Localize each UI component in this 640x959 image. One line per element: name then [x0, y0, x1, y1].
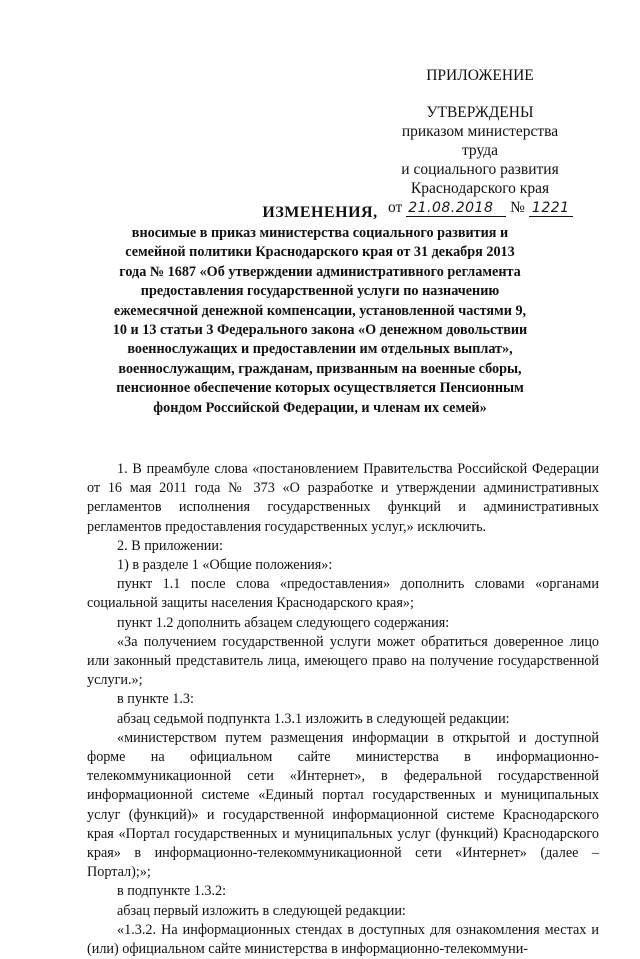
document-title: ИЗМЕНЕНИЯ,: [262, 204, 378, 221]
order-line: и социального развития: [401, 161, 559, 178]
order-line: Краснодарского края: [410, 180, 550, 197]
paragraph: «министерством путем размещения информации в открытой и доступной форме на официальном сайте министерства в информационно-телекоммуникационной сети «Интернет», в федеральной государственной информационной системе «Единый портал государственных и муниципальных услуг (функций)» и государственной информационной системе Краснодарского края «Портал государственных и муниципальных услуг (функций) Краснодарского края» в информационно-телекоммуникационной сети «Интернет» (далее – Портал);»;: [87, 729, 599, 881]
paragraph: 1) в разделе 1 «Общие положения»:: [117, 557, 333, 574]
appendix-label: ПРИЛОЖЕНИЕ: [426, 67, 534, 84]
paragraph: пункт 1.2 дополнить абзацем следующего содержания:: [117, 614, 450, 631]
document-body: [87, 460, 599, 959]
handwritten-date: 21.08.2018: [406, 200, 506, 217]
paragraph: абзац седьмой подпункта 1.3.1 изложить в следующей редакции:: [117, 710, 510, 727]
paragraph: «За получением государственной услуги может обратиться доверенное лицо или законный представитель лица, имеющего право на получение государственной услуги.»;: [87, 633, 599, 689]
approval-block: [388, 66, 572, 217]
order-line: приказом министерства труда: [401, 123, 559, 159]
paragraph: абзац первый изложить в следующей редакции:: [117, 902, 406, 919]
paragraph: «1.3.2. На информационных стендах в доступных для ознакомления местах и (или) официальном сайте министерства в информационно-телекоммуни-: [87, 921, 599, 958]
date-prefix: от: [388, 199, 403, 216]
handwritten-number: 1221: [529, 200, 573, 217]
paragraph: 1. В преамбуле слова «постановлением Правительства Российской Федерации от 16 мая 2011 года № 373 «О разработке и утверждении административных регламентов исполнения государственных функций и административных регламентов предоставления государственных услуг,» исключить.: [87, 461, 599, 535]
approved-label: УТВЕРЖДЕНЫ: [426, 104, 534, 121]
paragraph: пункт 1.1 после слова «предоставления» дополнить словами «органами социальной защиты населения Краснодарского края»;: [87, 576, 599, 612]
paragraph: в подпункте 1.3.2:: [117, 883, 227, 900]
document-subtitle: вносимые в приказ министерства социального развития и семейной политики Краснодарского края от 31 декабря 2013 года № 1687 «Об утверждении административного регламента предоставления государственной услуги по назначению ежемесячной денежной компенсации, установленной частями 9, 10 и 13 статьи 3 Федерального закона «О денежном довольствии военнослужащих и предоставлении им отдельных выплат», военнослужащим, гражданам, призванным на военные сборы, пенсионное обеспечение которых осуществляется Пенсионным фондом Российской Федерации, и членам их семей»: [112, 225, 528, 416]
paragraph: в пункте 1.3:: [117, 691, 194, 708]
number-prefix: №: [510, 199, 525, 216]
paragraph: 2. В приложении:: [117, 537, 223, 554]
